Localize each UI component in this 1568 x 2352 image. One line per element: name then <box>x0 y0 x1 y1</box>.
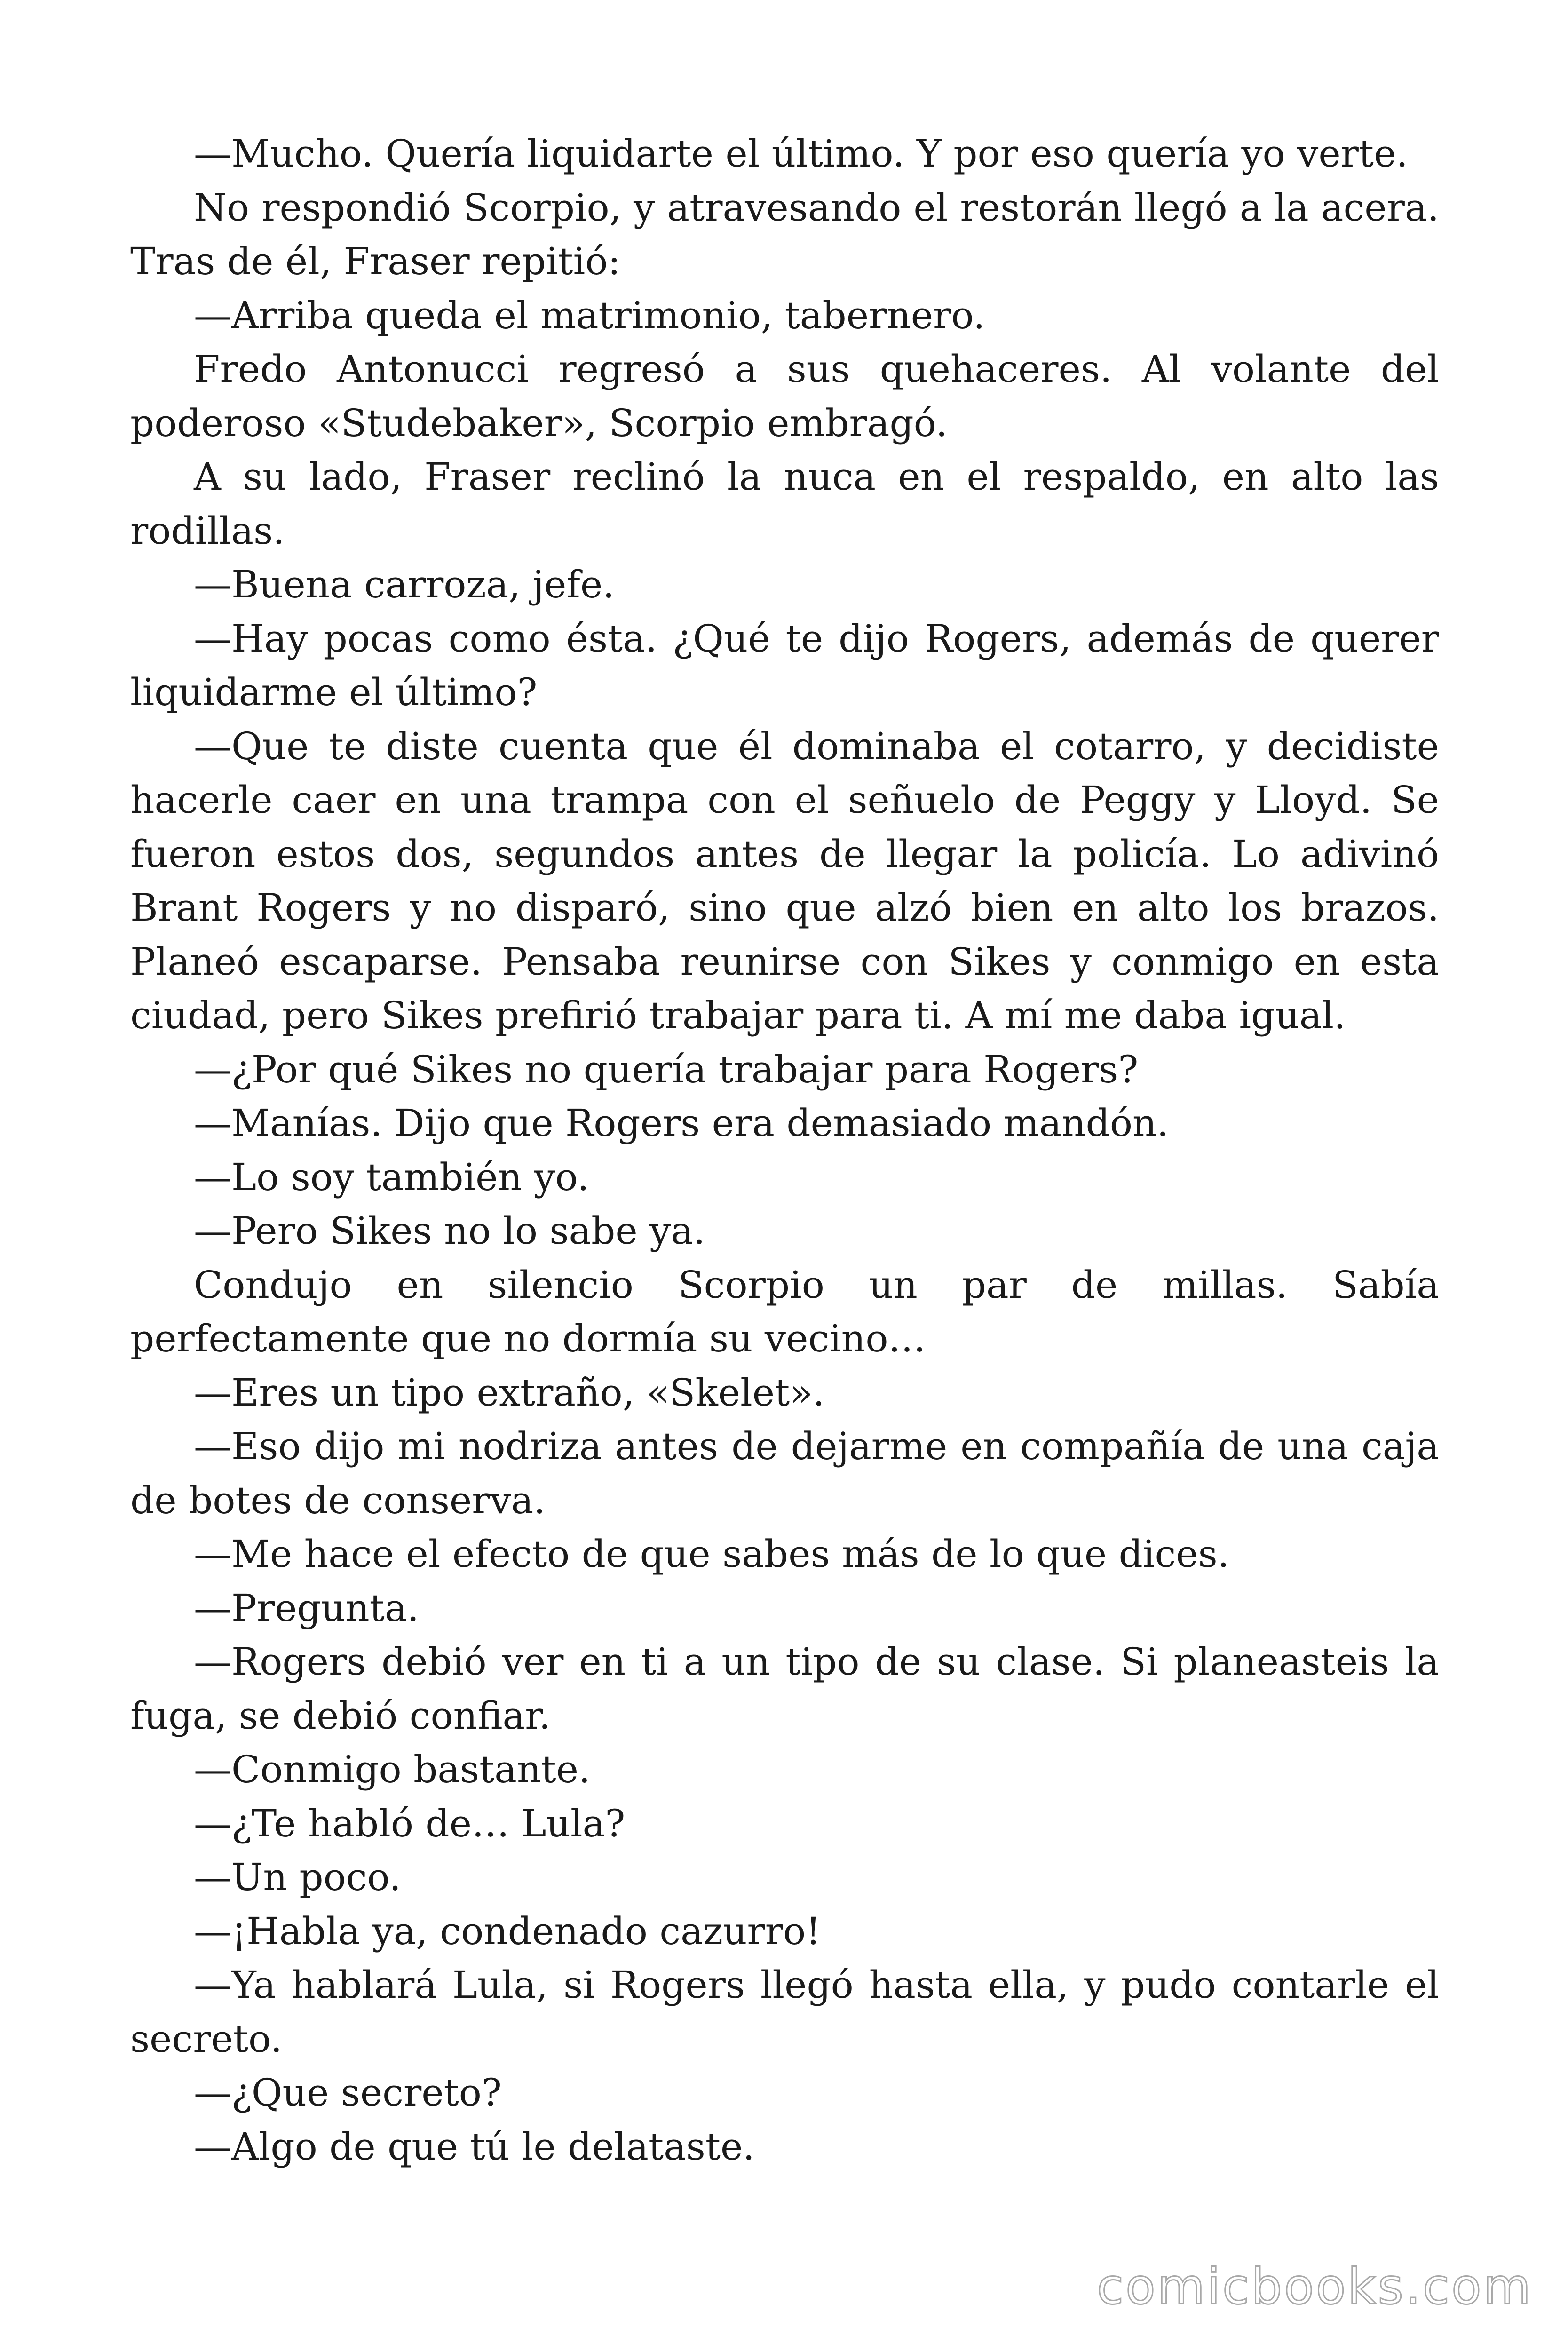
paragraph: No respondió Scorpio, y atravesando el restorán llegó a la acera. Tras de él, Fraser repitió: <box>130 185 1439 283</box>
paragraph: Condujo en silencio Scorpio un par de millas. Sabía perfectamente que no dormía su vecino… <box>130 1263 1439 1360</box>
paragraph: —Pregunta. <box>194 1586 419 1630</box>
paragraph: —Ya hablará Lula, si Rogers llegó hasta ella, y pudo contarle el secreto. <box>130 1963 1439 2061</box>
paragraph: —Algo de que tú le delataste. <box>194 2124 755 2169</box>
paragraph: —Arriba queda el matrimonio, tabernero. <box>194 293 985 337</box>
paragraph: Fredo Antonucci regresó a sus quehaceres. Al volante del poderoso «Studebaker», Scorpio embragó. <box>130 347 1439 445</box>
paragraph: —Pero Sikes no lo sabe ya. <box>194 1209 705 1253</box>
page-body <box>130 127 1439 2174</box>
paragraph: —Rogers debió ver en ti a un tipo de su clase. Si planeasteis la fuga, se debió confiar. <box>130 1640 1439 1738</box>
paragraph: A su lado, Fraser reclinó la nuca en el respaldo, en alto las rodillas. <box>130 455 1439 553</box>
paragraph: —Eso dijo mi nodriza antes de dejarme en compañía de una caja de botes de conserva. <box>130 1424 1439 1522</box>
paragraph: —Hay pocas como ésta. ¿Qué te dijo Rogers, además de querer liquidarme el último? <box>130 616 1439 714</box>
paragraph: —¿Que secreto? <box>194 2071 502 2114</box>
paragraph: —Mucho. Quería liquidarte el último. Y por eso quería yo verte. <box>194 132 1408 175</box>
paragraph: —¿Te habló de… Lula? <box>194 1801 626 1845</box>
paragraph: —Que te diste cuenta que él dominaba el cotarro, y decidiste hacerle caer en una trampa con el señuelo de Peggy y Lloyd. Se fueron estos dos, segundos antes de llegar la policía. Lo adivinó Brant Rogers y no disparó, sino que alzó bien en alto los brazos. Planeó escaparse. Pensaba reunirse con Sikes y conmigo en esta ciudad, pero Sikes prefirió trabajar para ti. A mí me daba igual. <box>130 724 1439 1037</box>
paragraph: —Me hace el efecto de que sabes más de lo que dices. <box>194 1532 1230 1576</box>
paragraph: —Conmigo bastante. <box>194 1748 591 1791</box>
paragraph: —¿Por qué Sikes no quería trabajar para Rogers? <box>194 1047 1139 1091</box>
paragraph: —Un poco. <box>194 1855 401 1899</box>
paragraph: —Lo soy también yo. <box>194 1155 589 1199</box>
paragraph: —Eres un tipo extraño, «Skelet». <box>194 1370 825 1414</box>
paragraph: —¡Habla ya, condenado cazurro! <box>194 1909 821 1953</box>
paragraph: —Manías. Dijo que Rogers era demasiado mandón. <box>194 1101 1169 1145</box>
paragraph: —Buena carroza, jefe. <box>194 563 615 606</box>
watermark: comicbooks.com <box>1096 2258 1533 2315</box>
